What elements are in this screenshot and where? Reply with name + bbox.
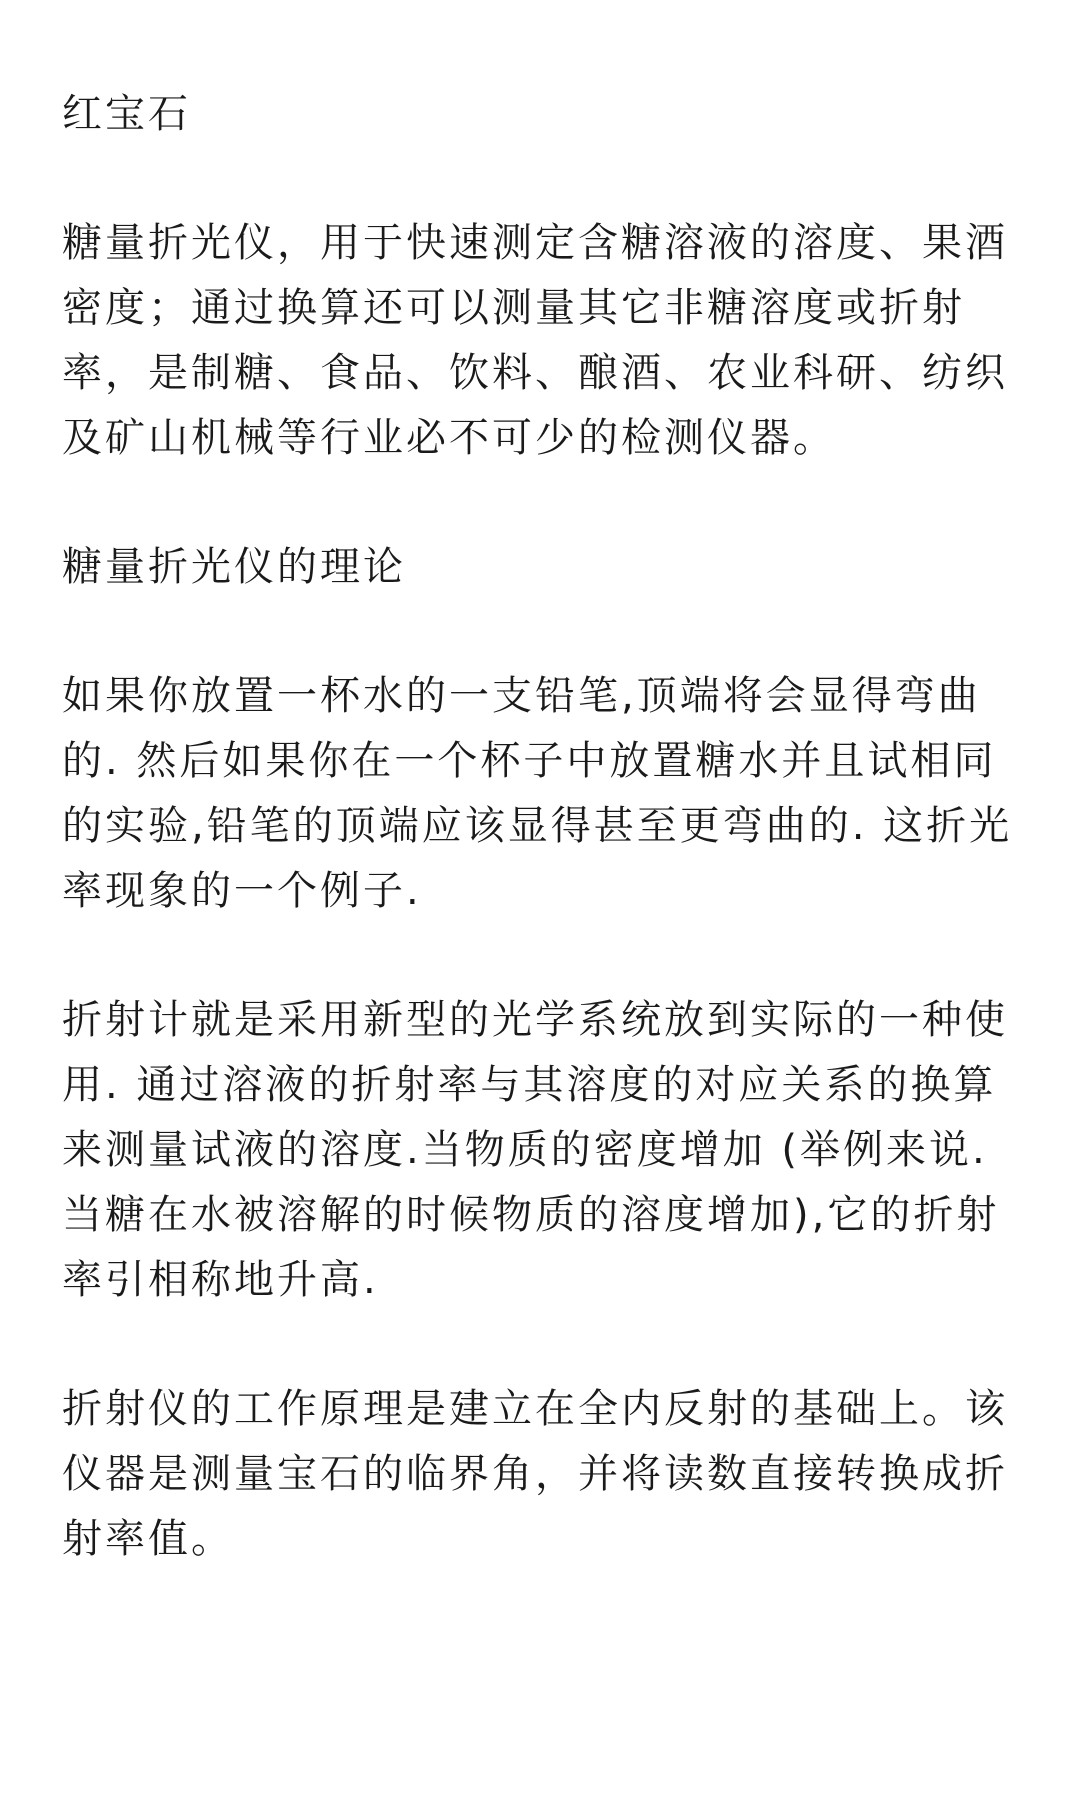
paragraph-working-principle: 折射仪的工作原理是建立在全内反射的基础上。该仪器是测量宝石的临界角，并将读数直接转换成折射率值。 (62, 1386, 1008, 1562)
section-title-theory: 糖量折光仪的理论 (62, 544, 406, 590)
paragraph-refractometer-intro: 糖量折光仪，用于快速测定含糖溶液的溶度、果酒密度；通过换算还可以测量其它非糖溶度或折射率，是制糖、食品、饮料、酿酒、农业科研、纺织及矿山机械等行业必不可少的检测仪器。 (62, 220, 1008, 461)
paragraph-pencil-example: 如果你放置一杯水的一支铅笔,顶端将会显得弯曲的. 然后如果你在一个杯子中放置糖水并且试相同的实验,铅笔的顶端应该显得甚至更弯曲的. 这折光率现象的一个例子. (62, 673, 1013, 914)
paragraph-refraction-measurement: 折射计就是采用新型的光学系统放到实际的一种使用. 通过溶液的折射率与其溶度的对应关系的换算来测量试液的溶度.当物质的密度增加 (举例来说. 当糖在水被溶解的时候物质的溶度增加),它的折射率引相称地升高. (62, 997, 1008, 1303)
article-body (62, 82, 1022, 1636)
section-title-ruby: 红宝石 (62, 91, 191, 137)
